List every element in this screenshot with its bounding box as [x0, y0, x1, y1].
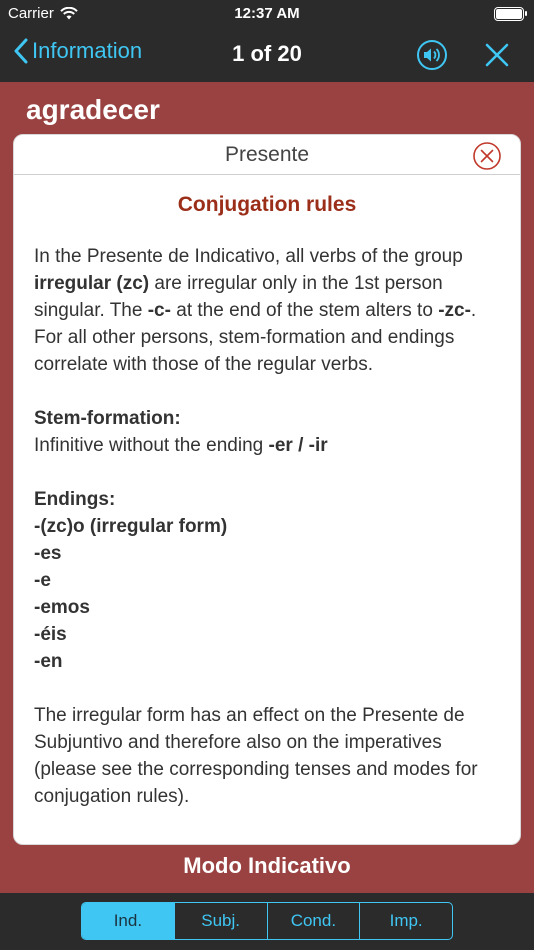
tab-imperativo[interactable]: Imp.: [389, 911, 423, 930]
ending-item: -es: [34, 543, 62, 564]
text-bold: -c-: [147, 300, 171, 321]
ending-item: -éis: [34, 624, 67, 645]
bottom-bar: [0, 893, 534, 950]
rules-heading: Conjugation rules: [177, 193, 357, 216]
stem-ending: -er / -ir: [268, 435, 328, 456]
stem-heading: Stem-formation:: [34, 408, 181, 429]
card-header: [14, 135, 520, 175]
speaker-icon[interactable]: [416, 39, 448, 71]
endings-heading: Endings:: [34, 489, 116, 510]
mode-segmented-control: [81, 902, 453, 940]
tab-indicativo[interactable]: Ind.: [82, 903, 175, 939]
rules-card: [13, 134, 521, 845]
verb-title: agradecer: [26, 94, 160, 125]
page-counter: 1 of 20: [232, 41, 302, 66]
ending-item: -en: [34, 651, 63, 672]
stem-section: [34, 405, 504, 459]
close-circle-icon[interactable]: [472, 141, 502, 171]
tense-title: Presente: [224, 143, 310, 166]
text-bold: -zc-: [438, 300, 471, 321]
text-run: In the Presente de Indicativo, all verbs of the group: [34, 246, 463, 267]
endings-section: [34, 486, 504, 675]
text-bold: irregular (zc): [34, 273, 150, 294]
ending-item: -(zc)o (irregular form): [34, 516, 228, 537]
text-run: at the end of the stem alters to: [170, 300, 439, 321]
back-button[interactable]: [14, 38, 142, 64]
stem-text: Infinitive without the ending: [34, 435, 269, 456]
text-run: are irregular only in the 1st person singular. The: [34, 273, 443, 321]
clock: 12:37 AM: [234, 5, 300, 22]
text-run: . For all other persons, stem-formation and endings correlate with those of the regular verbs.: [34, 300, 477, 375]
ending-item: -e: [34, 570, 51, 591]
carrier-label: Carrier: [8, 5, 54, 22]
chevron-left-icon: [14, 38, 28, 64]
rules-body: [34, 243, 504, 837]
ending-item: -emos: [34, 597, 90, 618]
navigation-bar: [0, 28, 534, 82]
tab-condicional[interactable]: Cond.: [268, 903, 361, 939]
intro-paragraph: [34, 243, 504, 378]
battery-icon: [494, 7, 524, 21]
closing-paragraph: The irregular form has an effect on the Presente de Subjuntivo and therefore also on the imperatives (please see the corresponding tenses and modes for conjugation rules).: [34, 705, 478, 807]
mode-title: Modo Indicativo: [183, 853, 351, 878]
close-icon[interactable]: [482, 40, 512, 70]
status-bar: [0, 0, 534, 28]
tab-subjuntivo[interactable]: Subj.: [175, 903, 268, 939]
back-button-label: Information: [32, 38, 143, 63]
top-bar: [0, 0, 534, 82]
